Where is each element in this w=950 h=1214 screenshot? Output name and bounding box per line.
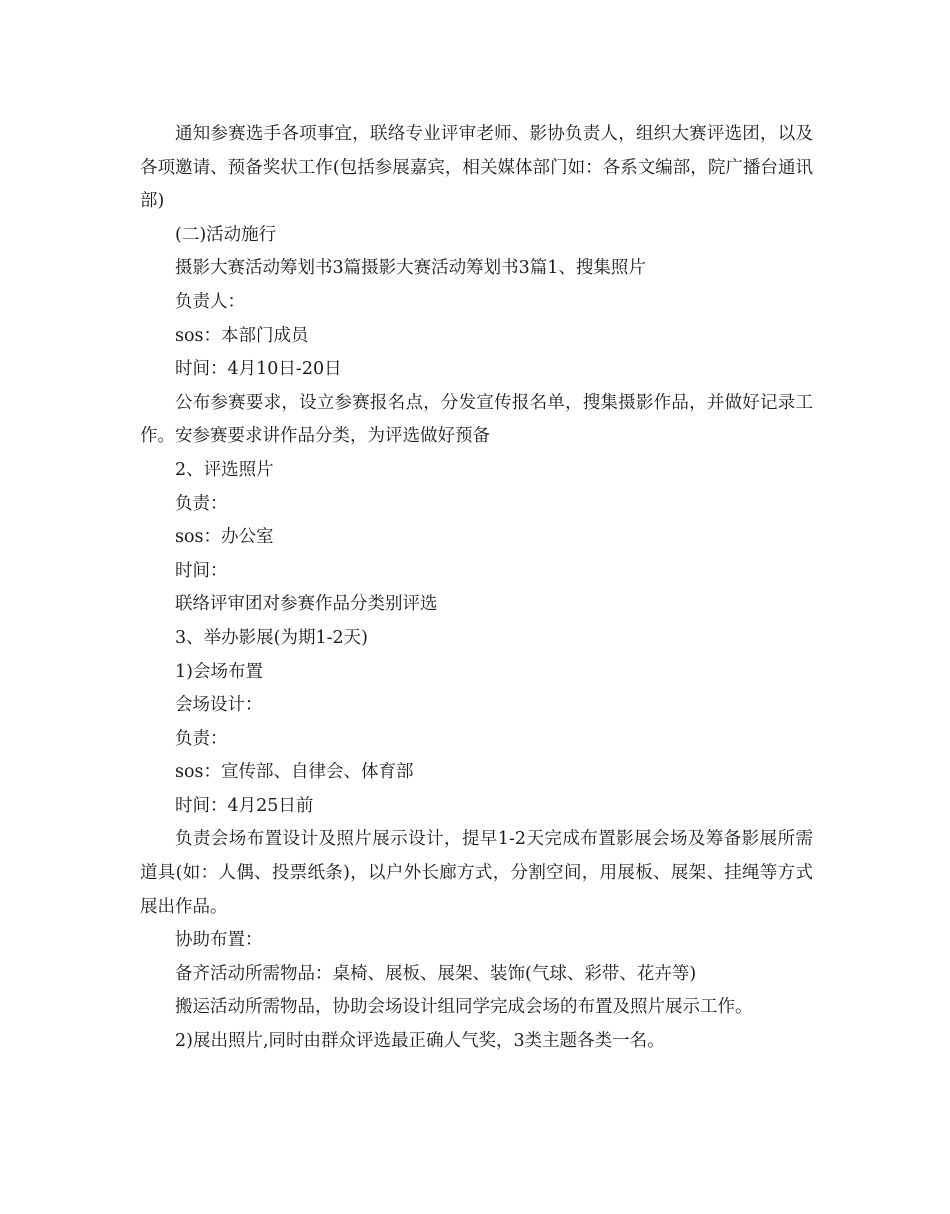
- paragraph-transport: 搬运活动所需物品，协助会场设计组同学完成会场的布置及照片展示工作。: [175, 997, 753, 1018]
- paragraph-assist-setup: 协助布置：: [175, 930, 263, 951]
- paragraph-announce-requirements: 公布参赛要求，设立参赛报名点，分发宣传报名单，搜集摄影作品，并做好记录工作。安参赛要求讲作品分类，为评选做好预备: [140, 392, 813, 447]
- document-body: [140, 118, 813, 1059]
- paragraph-notify-contestants: 通知参赛选手各项事宜，联络专业评审老师、影协负责人，组织大赛评选团，以及各项邀请、预备奖状工作(包括参展嘉宾，相关媒体部门如：各系文编部，院广播台通讯部): [140, 124, 813, 212]
- paragraph-time: 时间：4月10日-20日: [175, 359, 342, 380]
- paragraph-time: 时间：: [175, 560, 228, 581]
- paragraph-venue-design: 会场设计：: [175, 695, 263, 716]
- paragraph-select-photos: 2、评选照片: [175, 459, 274, 480]
- paragraph-sos: sos：宣传部、自律会、体育部: [175, 762, 414, 783]
- paragraph-responsible: 负责：: [175, 728, 228, 749]
- paragraph-jury-review: 联络评审团对参赛作品分类别评选: [175, 594, 438, 615]
- paragraph-responsible: 负责人：: [175, 291, 245, 312]
- paragraph-section-heading: (二)活动施行: [175, 224, 277, 245]
- paragraph-supplies: 备齐活动所需物品：桌椅、展板、展架、装饰(气球、彩带、花卉等): [175, 963, 697, 984]
- paragraph-sos: sos：办公室: [175, 527, 274, 548]
- paragraph-hold-exhibition: 3、举办影展(为期1-2天): [175, 627, 368, 648]
- paragraph-venue-setup: 1)会场布置: [175, 661, 263, 682]
- paragraph-design-details: 负责会场布置设计及照片展示设计，提早1-2天完成布置影展会场及筹备影展所需道具(如：人偶、投票纸条)，以户外长廊方式，分割空间，用展板、展架、挂绳等方式展出作品。: [140, 829, 813, 917]
- paragraph-responsible: 负责：: [175, 493, 228, 514]
- paragraph-time: 时间：4月25日前: [175, 795, 314, 816]
- paragraph-sos: sos：本部门成员: [175, 325, 309, 346]
- paragraph-collect-photos: 摄影大赛活动筹划书3篇摄影大赛活动筹划书3篇1、搜集照片: [175, 258, 646, 279]
- paragraph-display-photos: 2)展出照片,同时由群众评选最正确人气奖，3类主题各类一名。: [175, 1031, 665, 1052]
